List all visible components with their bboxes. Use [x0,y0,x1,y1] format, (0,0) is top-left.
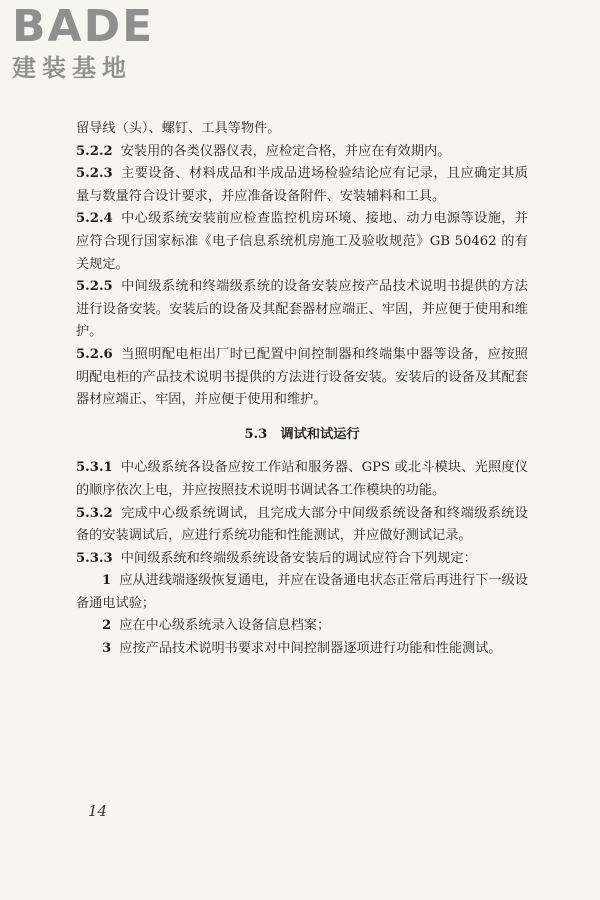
list-item [76,615,528,638]
clause-text: 当照明配电柜出厂时已配置中间控制器和终端集中器等设备，应按照明配电柜的产品技术说明书提供的方法进行设备安装。安装后的设备及其配套器材应端正、牢固，并应便于使用和维护。 [76,346,528,408]
clause-text: 主要设备、材料成品和半成品进场检验结论应有记录，且应确定其质量与数量符合设计要求，并应准备设备附件、安装辅料和工具。 [76,166,528,204]
clause-number: 5.2.3 [76,166,113,182]
clause-5-2-5 [76,276,528,344]
item-text: 应在中心级系统录入设备信息档案； [119,618,331,634]
clause-text: 中心级系统各设备应按工作站和服务器、GPS 或北斗模块、光照度仪的顺序依次上电，并应按照技术说明书调试各工作模块的功能。 [76,460,528,498]
clause-5-2-3 [76,163,528,208]
clause-text: 中间级系统和终端级系统的设备安装应按产品技术说明书提供的方法进行设备安装。安装后的设备及其配套器材应端正、牢固，并应便于使用和维护。 [76,279,528,340]
item-text: 应按产品技术说明书要求对中间控制器逐项进行功能和性能测试。 [119,641,502,657]
clause-5-2-2 [76,141,528,164]
logo-title: BADE [12,1,155,52]
item-number: 3 [102,641,112,657]
clause-text: 中心级系统安装前应检查监控机房环境、接地、动力电源等设施，并应符合现行国家标准《电子信息系统机房施工及验收规范》GB 50462 的有关规定。 [76,211,528,272]
clause-5-3-2 [76,503,528,548]
clause-number: 5.3.3 [76,550,113,566]
item-number: 2 [102,618,112,634]
list-item [76,638,528,661]
page-number: 14 [88,802,108,820]
clause-text: 完成中心级系统调试，且完成大部分中间级系统设备和终端级系统设备的安装调试后，应进行系统功能和性能测试，并应做好测试记录。 [76,505,528,544]
item-text: 应从进线端逐级恢复通电，并应在设备通电状态正常后再进行下一级设备通电试验； [76,573,528,611]
clause-text: 安装用的各类仪器仪表，应检定合格，并应在有效期内。 [120,143,451,159]
clause-5-3-3 [76,548,528,571]
document-body [76,118,528,661]
clause-number: 5.3.1 [76,460,113,476]
item-number: 1 [102,573,112,589]
section-heading: 5.3 调试和试运行 [244,426,360,442]
list-item [76,570,528,615]
clause-5-3-1 [76,457,528,502]
logo-subtitle: 建装基地 [12,54,132,82]
clause-number: 5.2.4 [76,211,113,227]
clause-number: 5.2.2 [76,143,113,159]
clause-text: 中间级系统和终端级系统设备安装后的调试应符合下列规定： [120,550,477,566]
clause-5-2-6 [76,344,528,412]
clause-number: 5.2.5 [76,279,113,295]
clause-number: 5.2.6 [76,346,113,362]
clause-5-2-4 [76,208,528,276]
paragraph-continuation [76,118,528,141]
paragraph-text: 留导线（头）、螺钉、工具等物件。 [76,121,281,136]
clause-number: 5.3.2 [76,505,113,521]
logo [8,1,178,86]
